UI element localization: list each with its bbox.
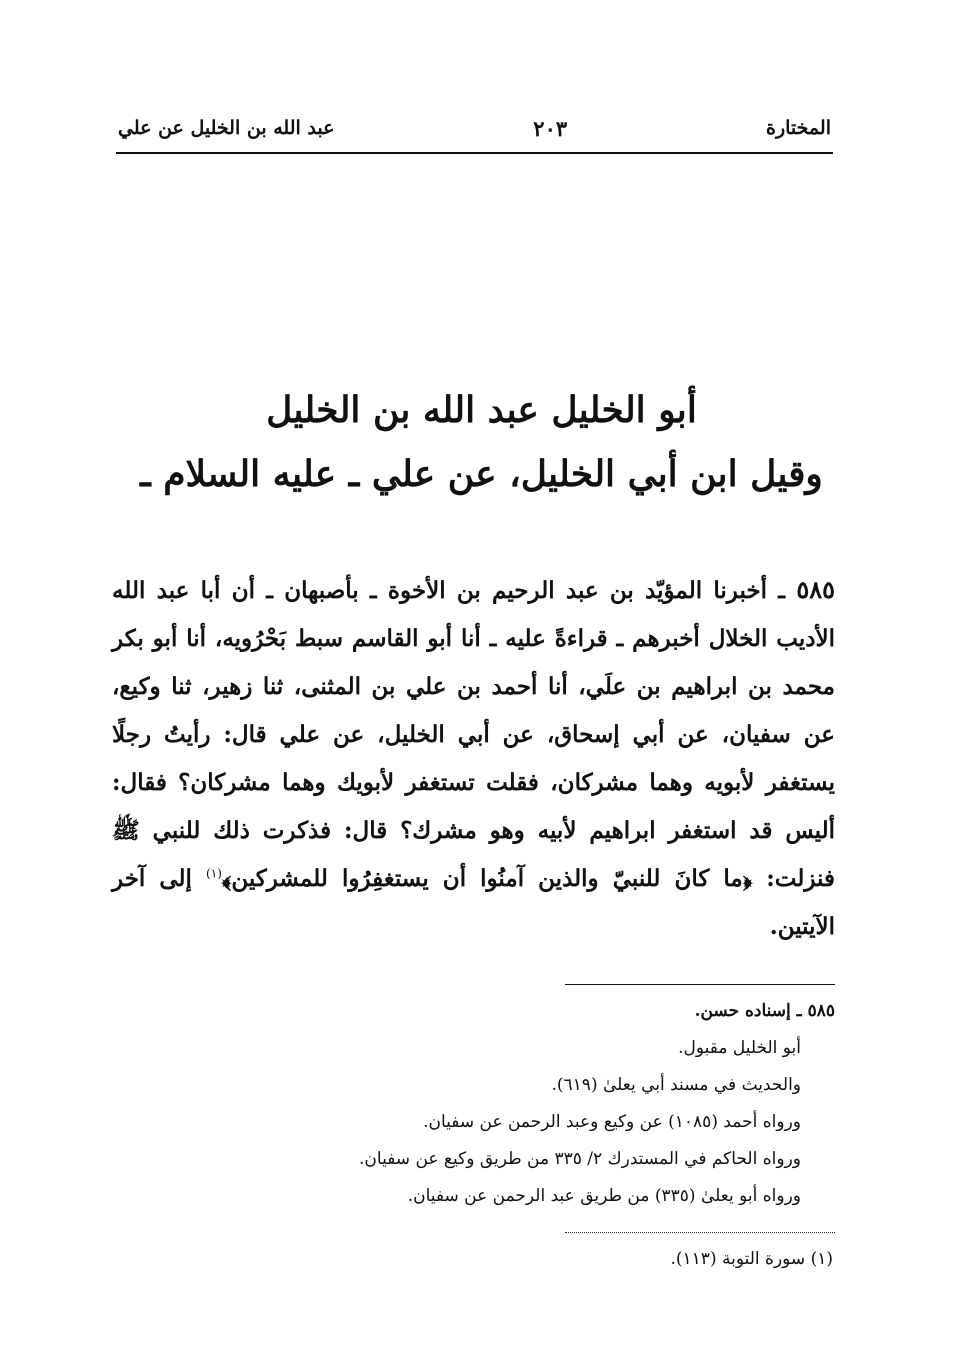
note-line: أبو الخليل مقبول. (678, 1038, 801, 1058)
footnote-separator (565, 1232, 835, 1233)
hadith-tail: إلى آخر الآيتين. (112, 865, 835, 940)
section-title: عبد الله بن الخليل عن علي (118, 117, 335, 139)
note-line: ورواه أبو يعلىٰ (٣٣٥) من طريق عبد الرحمن عن سفيان. (407, 1186, 801, 1206)
hadith-body: ـ أخبرنا المؤيّد بن عبد الرحيم بن الأخوة ـ بأصبهان ـ أن أبا عبد الله الأديب الخلال أخبرهم ـ قراءةً عليه ـ أنا أبو القاسم سبط بَحْرُويه، أنا أبو بكر محمد بن ابراهيم بن علَي، أنا أحمد بن علي بن المثنى، ثنا زهير، ثنا وكيع، عن سفيان، عن أبي إسحاق، عن أبي الخليل، عن علي قال: رأيتُ رجلًا يستغفر لأبويه وهما مشركان، فقلت تستغفر لأبويك وهما مشركان؟ فقال: أليس قد استغفر ابراهيم لأبيه وهو مشرك؟ قال: فذكرت ذلك للنبي ﷺ فنزلت: ﴿ما كانَ للنبيّ والذين آمنُوا أن يستغفِرُوا للمشركين﴾ (112, 577, 835, 892)
note-line: ورواه الحاكم في المستدرك ٢/ ٣٣٥ من طريق وكيع عن سفيان. (359, 1149, 801, 1169)
running-header (118, 108, 831, 148)
chapter-heading-line-1: أبو الخليل عبد الله بن الخليل (266, 389, 697, 431)
note-line: والحديث في مسند أبي يعلىٰ (٦١٩). (551, 1075, 801, 1095)
hadith-number: ٥٨٥ (796, 575, 835, 604)
chapter-heading-line-2: وقيل ابن أبي الخليل، عن علي ـ عليه السلام ـ (140, 453, 823, 495)
takhrij-notes (130, 993, 835, 1215)
chapter-heading (110, 378, 853, 506)
footnote-reference: (١) (206, 866, 222, 881)
page-number: ٢٠٣ (533, 115, 568, 141)
footnote: (١) سورة التوبة (١١٣). (670, 1249, 833, 1269)
note-heading: ٥٨٥ ـ إسناده حسن. (694, 1001, 835, 1021)
note-line: ورواه أحمد (١٠٨٥) عن وكيع وعبد الرحمن عن سفيان. (423, 1112, 801, 1132)
book-title: المختارة (766, 117, 831, 139)
hadith-text (112, 566, 835, 951)
notes-separator (565, 984, 835, 985)
header-rule (116, 152, 833, 154)
